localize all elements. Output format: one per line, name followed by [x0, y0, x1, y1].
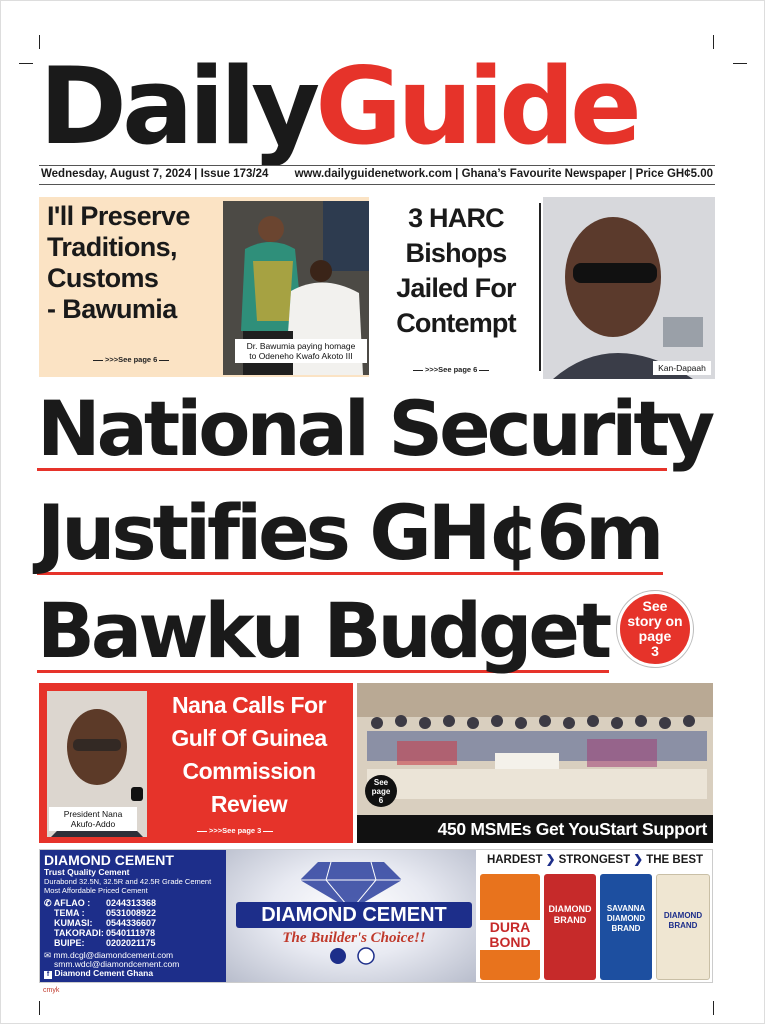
ad-banner: DIAMOND CEMENT — [236, 902, 472, 928]
headline-line: Contempt — [396, 308, 516, 338]
ad-products — [476, 850, 713, 983]
contact-row[interactable]: TAKORADI: 0540111978 — [54, 928, 156, 938]
headline-line: 3 HARC — [408, 203, 504, 233]
photo-portrait — [543, 197, 715, 379]
headline-line: - Bawumia — [47, 294, 177, 324]
ad-facebook[interactable]: f Diamond Cement Ghana — [44, 969, 232, 979]
photo-caption: Kan-Dapaah — [653, 361, 711, 375]
cement-bag-durabond: DURA BOND — [480, 874, 540, 980]
see-story-badge[interactable]: See story on page 3 — [617, 591, 693, 667]
see-page-link[interactable]: >>>See page 3 — [195, 826, 275, 835]
contact-row[interactable]: ✆ AFLAO : 0244313368 — [44, 898, 157, 908]
photo-group — [357, 683, 713, 815]
ad-contacts — [44, 898, 232, 948]
lead-line-3: Bawku Budget — [37, 586, 609, 675]
contact-row[interactable]: TEMA : 0531008922 — [54, 908, 157, 918]
photo-kan-dapaah — [543, 197, 715, 379]
see-page-link[interactable]: >>>See page 6 — [411, 365, 491, 374]
contact-row[interactable]: KUMASI: 0544336607 — [54, 918, 157, 928]
headline-line: Bishops — [405, 238, 507, 268]
photo-caption: President Nana Akufo-Addo — [49, 807, 137, 831]
ad-email[interactable]: smm.wdcl@diamondcement.com — [54, 959, 180, 969]
masthead-logo[interactable] — [39, 45, 719, 168]
story-harc-bishops[interactable] — [377, 201, 535, 341]
ad-priced: Most Affordable Priced Cement — [44, 886, 148, 895]
lead-line-1: National Security — [37, 384, 712, 473]
masthead-daily: Daily — [39, 45, 316, 168]
see-page-badge[interactable]: See page 6 — [365, 775, 397, 807]
print-mark: cmyk — [43, 987, 60, 994]
story-headline — [149, 689, 349, 821]
ad-email[interactable]: ✉ mm.dcgl@diamondcement.com — [44, 950, 174, 960]
headline-line: Review — [210, 791, 288, 817]
issue-date: Wednesday, August 7, 2024 | Issue 173/24 — [41, 168, 269, 180]
ad-contact-panel — [40, 850, 236, 983]
headline-line: Customs — [47, 263, 159, 293]
crop-mark — [733, 63, 747, 64]
ad-brand: DIAMOND CEMENT — [44, 852, 174, 868]
site-and-price[interactable]: www.dailyguidenetwork.com | Ghana’s Favourite Newspaper | Price GH¢5.00 — [294, 168, 713, 180]
headline-line: I'll Preserve — [47, 201, 190, 231]
photo-akufo-addo — [47, 691, 147, 837]
crop-mark — [19, 63, 33, 64]
chevron-right-icon: ❯ — [545, 854, 556, 866]
see-page-link[interactable]: >>>See page 6 — [91, 355, 171, 364]
crop-mark — [713, 1001, 714, 1015]
story-headline — [47, 201, 225, 325]
facebook-icon: f — [44, 971, 52, 979]
headline-line: Jailed For — [396, 273, 516, 303]
cement-bag-diamond-brand: DIAMOND BRAND — [656, 874, 710, 980]
headline-line: Commission — [182, 758, 316, 784]
photo-bawumia — [223, 201, 369, 375]
cement-bag-savanna: SAVANNA DIAMOND BRAND — [600, 874, 652, 980]
headline-line: Traditions, — [47, 232, 177, 262]
ad-slogan: The Builder's Choice!! — [282, 930, 426, 946]
crop-mark — [713, 35, 714, 49]
crop-mark — [39, 1001, 40, 1015]
ad-diamond-visual — [226, 850, 476, 983]
chevron-right-icon: ❯ — [633, 854, 643, 866]
masthead-guide: Guide — [315, 45, 637, 168]
headline-line: Nana Calls For — [171, 692, 327, 718]
ad-grades: Durabond 32.5N, 32.5R and 42.5R Grade Cement — [44, 877, 212, 886]
headline-line: Gulf Of Guinea — [171, 725, 327, 751]
diamond-cement-ad[interactable] — [39, 849, 713, 983]
photo-caption: Dr. Bawumia paying homage to Odeneho Kwafo Akoto III — [235, 339, 367, 363]
ad-tagline: Trust Quality Cement — [44, 867, 130, 877]
column-divider — [539, 203, 541, 371]
lead-line-2: Justifies GH¢6m — [37, 491, 663, 575]
story-headline: 450 MSMEs Get YouStart Support — [357, 815, 713, 843]
ad-claims: HARDEST ❯ STRONGEST ❯ THE BEST — [486, 854, 704, 866]
story-msme-youstart[interactable] — [357, 683, 713, 843]
contact-row[interactable]: BUIPE: 0202021175 — [54, 938, 156, 948]
dateline — [39, 165, 715, 185]
cement-bag-diamond: DIAMOND BRAND — [544, 874, 596, 980]
story-nana-gulf-of-guinea[interactable] — [39, 683, 353, 843]
